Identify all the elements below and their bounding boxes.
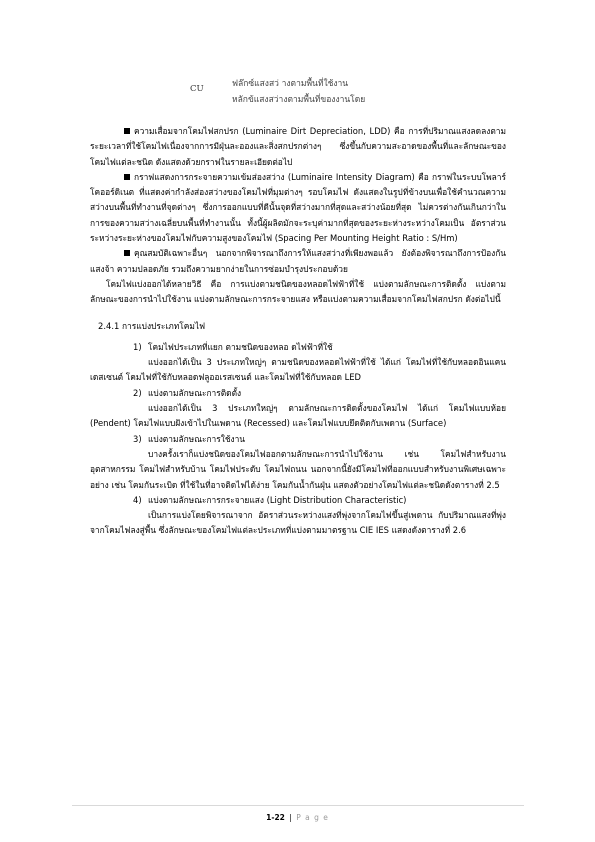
bullet-intensity-text: กราฟแสดงการกระจายความเข้มส่องสว่าง (Luminaire Intensity Diagram) คือ กราฟในระบบโพลาร์โคออร์ดิเนต ที่แสดงค่ากำลังส่องสว่างของโคมไฟที่มุมต่างๆ รอบโคมไฟ ดังแสดงในรูปที่ข้างบนเพื่อใช้คำนวณความสว่างบนพื้นที่ทำงานที่จุดต่างๆ ซึ่งการออกแบบที่ดีนั้นจุดที่สว่างมากที่สุดและสว่างน้อยที่สุด ไม่ควรต่างกันเกินกว่าในการของความสว่างเฉลี่ยบนพื้นที่ทำงานนั้น ทั้งนี้ผู้ผลิตมักจะระบุค่ามากที่สุดของระยะห่างระหว่างโคมเป็น อัตราส่วนระหว่างระยะห่างของโคมไฟกับความสูงของโคมไฟ (Spacing Per Mounting Height Ratio : S/Hm) bbox=[90, 171, 506, 244]
body-content bbox=[90, 124, 506, 539]
item-body: แบ่งออกได้เป็น 3 ประเภทใหญ่ๆ ตามชนิดของหลอดไฟฟ้าที่ใช้ ได้แก่ โคมไฟที่ใช้กับหลอดอินแคนเดสเซนต์ โคมไฟที่ใช้กับหลอดฟลูออเรสเซนต์ และโคมไฟที่ใช้กับหลอด LED bbox=[90, 357, 506, 383]
item-body: บางครั้งเราก็แบ่งชนิดของโคมไฟออกตามลักษณะการนำไปใช้งาน เช่น โคมไฟสำหรับงานอุตสาหกรรม โคมไฟสำหรับบ้าน โคมไฟประดับ โคมไฟถนน นอกจากนี้ยังมีโคมไฟที่ออกแบบสำหรับงานพิเศษเฉพาะอย่าง เช่น โคมกันระเบิด ที่ใช้ในที่อาจติดไฟได้ง่าย โคมกันน้ำกันฝุ่น แสดงตัวอย่างโคมไฟแต่ละชนิดดังตารางที่ 2.5 bbox=[90, 448, 506, 490]
page-header bbox=[176, 74, 416, 106]
footer-divider bbox=[72, 805, 524, 806]
bullet-paragraph-intensity bbox=[90, 170, 506, 246]
page-footer bbox=[0, 813, 595, 822]
square-bullet-icon bbox=[124, 250, 130, 256]
item-title: โคมไฟประเภทที่แยก ตามชนิดของหลอ ดไฟฟ้าที่ใช้ bbox=[148, 341, 333, 352]
list-item bbox=[90, 386, 506, 432]
bullet-ldd-text: ความเสื่อมจากโคมไฟสกปรก (Luminaire Dirt Depreciation, LDD) คือ การที่ปริมาณแสงลดลงตามระยะเวลาที่ใช้โคมไฟเนื่องจากการมีฝุ่นละอองและสิ่งสกปรกต่างๆ ซึ่งขึ้นกับความสะอาดของพื้นที่และลักษณะของโคมไฟแต่ละชนิด ดังแสดงด้วยกราฟในรายละเอียดต่อไป bbox=[90, 126, 506, 167]
intro-paragraph: โคมไฟแบ่งออกได้หลายวิธี คือ การแบ่งตามชนิดของหลอดไฟฟ้าที่ใช้ แบ่งตามลักษณะการติดตั้ง แบ่งตามลักษณะของการนำไปใช้งาน แบ่งตามลักษณะการกระจายแสง หรือแบ่งตามความเสื่อมจากโคมไฟสกปรก ดังต่อไปนี้ bbox=[90, 278, 506, 305]
bullet-paragraph-other bbox=[90, 246, 506, 277]
item-body: แบ่งออกได้เป็น 3 ประเภทใหญ่ๆ ตามลักษณะการติดตั้งของโคมไฟ ได้แก่ โคมไฟแบบห้อย (Pendent) โคมไฟแบบฝังเข้าไปในเพดาน (Recessed) และโคมไฟแบบยึดติดกับเพดาน (Surface) bbox=[90, 403, 506, 429]
item-title: แบ่งตามลักษณะการใช้งาน bbox=[148, 433, 246, 444]
item-number: 3) bbox=[133, 433, 142, 444]
list-item bbox=[90, 432, 506, 493]
item-number: 2) bbox=[133, 387, 142, 398]
page-word: P a g e bbox=[296, 813, 329, 822]
list-item bbox=[90, 340, 506, 386]
list-item bbox=[90, 493, 506, 539]
square-bullet-icon bbox=[124, 128, 130, 134]
item-body: เป็นการแบ่งโดยพิจารณาจาก อัตราส่วนระหว่างแสงที่พุ่งจากโคมไฟขึ้นสู่เพดาน กับปริมาณแสงที่พุ่งจากโคมไฟลงสู่พื้น ซึ่งลักษณะของโคมไฟแต่ละประเภทที่แบ่งตามมาตรฐาน CIE IES แสดงดังตารางที่ 2.6 bbox=[90, 510, 506, 536]
header-line-2: หลักข้แสงสว่างตามพื้นที่ของงานโดย bbox=[232, 95, 366, 105]
square-bullet-icon bbox=[124, 174, 130, 180]
section-heading: 2.4.1 การแบ่งประเภทโคมไฟ bbox=[98, 320, 206, 331]
item-number: 4) bbox=[133, 494, 142, 505]
header-line-1: ฟล๊กซ์แสงสว่ างตามพื้นที่ใช้งาน bbox=[232, 79, 349, 89]
page-number: 1-22 bbox=[266, 813, 285, 822]
bullet-paragraph-ldd bbox=[90, 124, 506, 170]
item-title: แบ่งตามลักษณะการกระจายแสง (Light Distribution Characteristic) bbox=[148, 494, 407, 505]
item-number: 1) bbox=[133, 341, 142, 352]
footer-separator: | bbox=[289, 813, 292, 822]
header-cu-label: CU bbox=[190, 84, 204, 94]
item-title: แบ่งตามลักษณะการติดตั้ง bbox=[148, 387, 242, 398]
bullet-other-text: คุณสมบัติเฉพาะอื่นๆ นอกจากพิจารณาถึงการให้แสงสว่างที่เพียงพอแล้ว ยังต้องพิจารณาถึงการป้องกันแสงจ้า ความปลอดภัย รวมถึงความยากง่ายในการซ่อมบำรุงประกอบด้วย bbox=[90, 248, 506, 274]
